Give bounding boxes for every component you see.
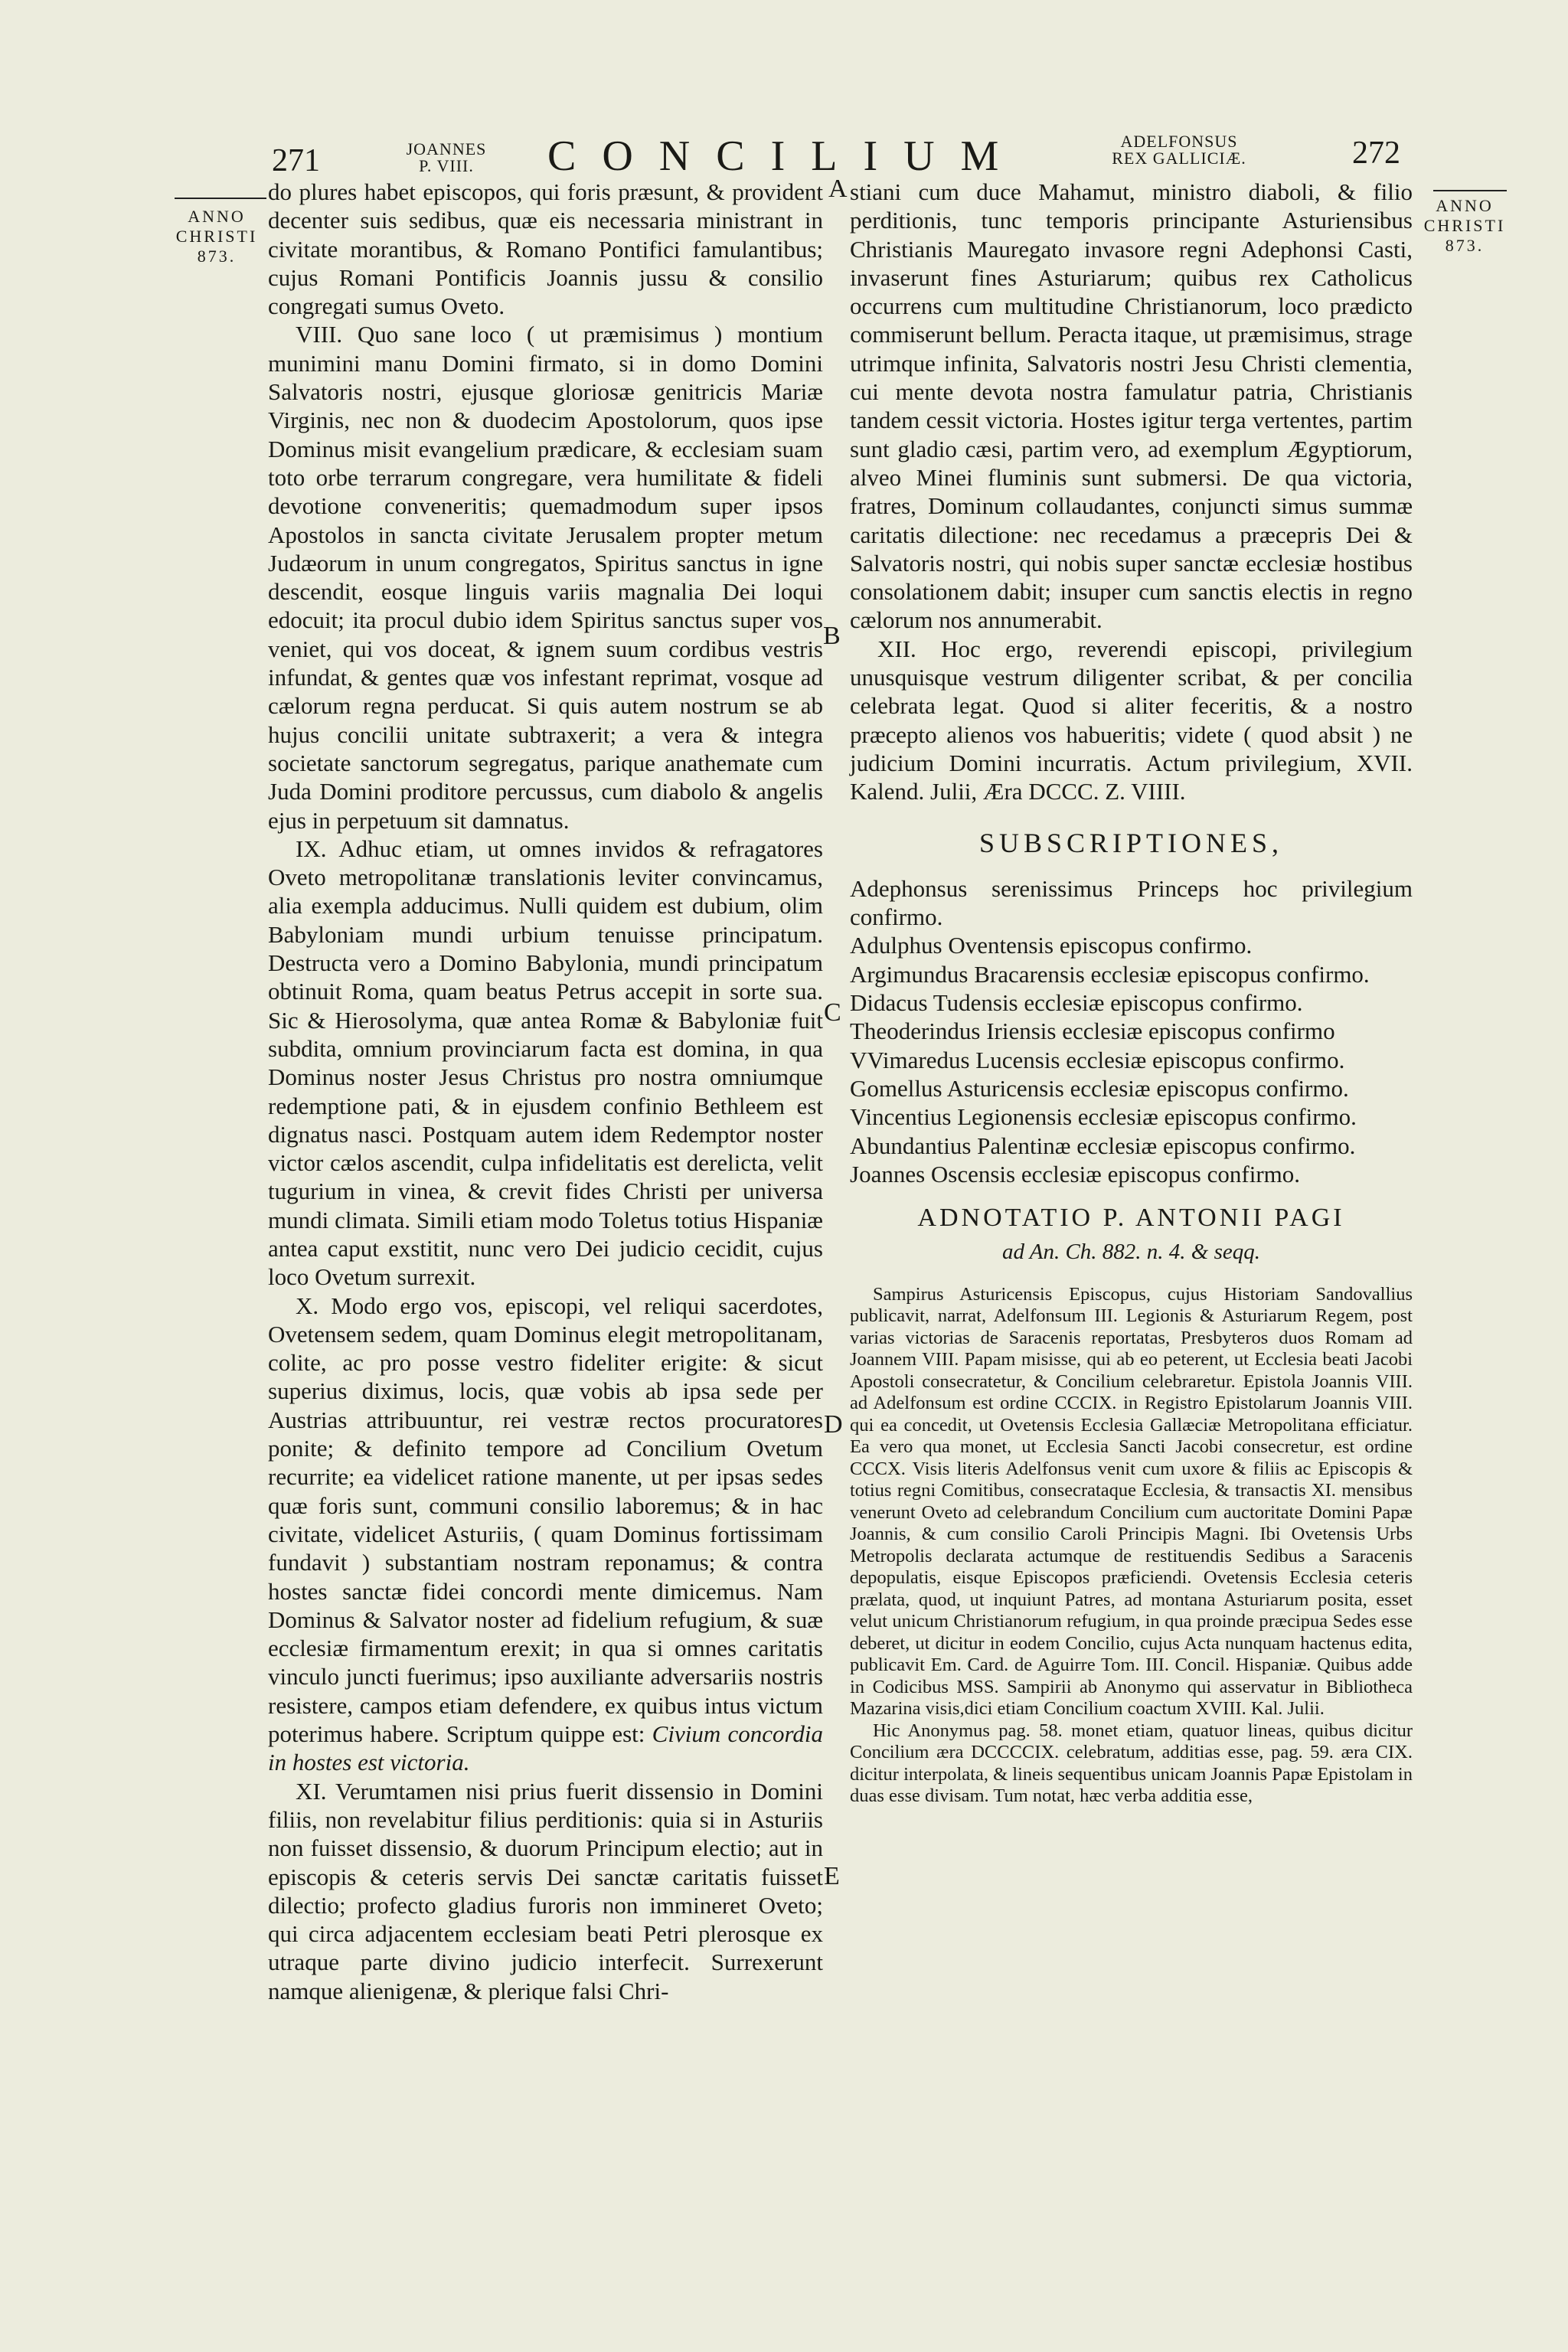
running-head-left [389, 141, 504, 175]
section-letter-e: E [824, 1862, 840, 1890]
running-head-right-bottom: REX GALLICIÆ. [1112, 149, 1246, 168]
signature-line: Adulphus Oventensis episcopus confirmo. [850, 932, 1253, 959]
subscriptions-heading: SUBSCRIPTIONES, [978, 827, 1284, 858]
paragraph-ix: IX. Adhuc etiam, ut omnes invidos & refragatores Oveto metropolitanæ translationis leviter convincamus, alia exempla adducimus. Nulli quidem est dubium, olim Babyloniam mundi urbium tenuisse principatum. Destructa vero a Domino Babylonia, mundi principatum obtinuit Roma, quam beatus Petrus accepit in sorte sua. Sic & Hierosolyma, quæ antea Romæ & Babyloniæ fuit subdita, omnium provinciarum facta est domina, in qua Dominus noster Jesus Christus pro nostra omniumque redemptione pati, & in ejusdem confinio Bethleem est dignatus nasci. Postquam autem idem Redemptor noster victor cælos ascendit, culpa infidelitatis est derelicta, velit tugurium in vinea, & crevit fides Christi per universa mundi climata. Simili etiam modo Toletus totius Hispaniæ antea caput exstitit, nunc vero Dei judicio cecidit, cujus loco Ovetum surrexit. [268, 835, 823, 1291]
running-head-left-top: JOANNES [406, 139, 487, 158]
margin-year-left [167, 207, 266, 266]
annotation-subheading: ad An. Ch. 882. n. 4. & seqq. [1002, 1240, 1260, 1265]
paragraph-x-text: X. Modo ergo vos, episcopi, vel reliqui sacerdotes, Ovetensem sedem, quam Dominus elegit metropolitanam, colite, ac pro posse vestro fideliter erigite: & sicut superius diximus, locis, quæ vobis ab ipsa sede per Austrias attribuuntur, rei vestræ rectos procuratores ponite; & definito tempore ad Concilium Ovetum recurrite; ea videlicet ratione manente, ut per ipsas sedes quæ foris sunt, communi consilio laboremus; & in hac civitate, videlicet Asturiis, ( quam Dominus fortissimam fundavit ) substantiam nostram reponamus; & contra hostes sanctæ fidei concordi mente dimicemus. Nam Dominus & Salvator noster ad fidelium refugium, & suæ ecclesiæ firmamentum erexit; in qua si omnes caritatis vinculo juncti fuerimus; ipso auxiliante adversariis nostris resistere, campos etiam defendere, ex quibus intus victum poterimus habere. Scriptum quippe est: [268, 1292, 823, 1748]
annotation-heading: ADNOTATIO P. ANTONII PAGI [917, 1204, 1345, 1233]
margin-anno-left: ANNO [188, 207, 246, 226]
signature-line: Theoderindus Iriensis ecclesiæ episcopus confirmo [850, 1018, 1335, 1045]
section-letter-a: A [828, 175, 848, 203]
margin-christi-left: CHRISTI [175, 227, 258, 246]
paragraph-continuation-right: stiani cum duce Mahamut, ministro diaboli, & filio perditionis, tunc temporis principante Asturiensibus Christianis Mauregato invasore regni Adephonsi Casti, invaserunt fines Asturiarum; quibus rex Catholicus occurrens cum multitudine Christianorum, loco prædicto commiserunt bellum. Peracta itaque, ut præmisimus, strage utrimque infinita, Salvatoris nostri Jesu Christi clementia, cui mente devota nostra famulatur patria, Christianis tandem cessit victoria. Hostes igitur terga vertentes, partim sunt gladio cæsi, partim vero, ad exemplum Ægyptiorum, alveo Minei fluminis sunt submersi. De qua victoria, fratres, Dominum collaudantes, conjuncti simus summæ caritatis dilectione: nec recedamus a præcepris Dei & Salvatoris nostri, qui nobis super sanctæ ecclesiæ hostibus consolationem dabit; insuper cum sanctis electis in regno cælorum nos annumerabit. [850, 178, 1413, 634]
paragraph-x-quote: Civium concordia in hostes est victoria. [268, 1720, 824, 1776]
margin-rule-left [175, 198, 266, 199]
page-number-right: 272 [1352, 136, 1400, 171]
paragraph-x [268, 1292, 823, 1777]
signature-line: Didacus Tudensis ecclesiæ episcopus confirmo. [850, 989, 1303, 1017]
signature-line: VVimaredus Lucensis ecclesiæ episcopus confirmo. [850, 1046, 1345, 1073]
signature-line: Adephonsus serenissimus Princeps hoc privilegium confirmo. [850, 874, 1413, 931]
running-head-right-top: ADELFONSUS [1120, 132, 1238, 151]
left-column [268, 178, 823, 2005]
paragraph-xi: XI. Verumtamen nisi prius fuerit dissensio in Domini filiis, non revelabitur filius perditionis: quia si in Asturiis non fuisset dissensio, & duorum Principum electio; aut in episcopis & ceteris servis Dei sanctæ caritatis fuisset dilectio; profecto gladius furoris non immineret Oveto; qui circa adjacentem ecclesiam beati Petri plerosque ex utraque parte divino judicio interfecit. Surrexerunt namque alienigenæ, & plerique falsi Chri- [268, 1777, 823, 2004]
paragraph-viii: VIII. Quo sane loco ( ut præmisimus ) montium munimini manu Domini firmato, si in domo Domini Salvatoris nostri, ejusque gloriosæ genitricis Mariæ Virginis, nec non & duodecim Apostolorum, quos ipse Dominus misit evangelium prædicare, & ecclesiam suam toto orbe terrarum congregare, vera humilitate & fideli devotione conveneritis; quemadmodum super ipsos Apostolos in sancta civitate Jerusalem propter metum Judæorum in unum congregatos, Spiritus sanctus in igne descendit, eosque linguis variis magnalia Dei loqui edocuit; ita procul dubio idem Spiritus sanctus super vos veniet, qui vos doceat, & ignem suum cordibus vestris infundat, & gentes quæ vos infestant reprimat, vosque ad cælorum regna perducat. Si quis autem nostrum se ab hujus concilii unitate subtraxerit; a vera & integra societate sanctorum segregatus, parique anathemate cum Juda Domini proditore percussus, cum diabolo & angelis ejus in perpetuum sit damnatus. [268, 321, 823, 834]
paragraph-xii: XII. Hoc ergo, reverendi episcopi, privilegium unusquisque vestrum diligenter scribat, & per concilia celebrata legat. Quod si aliter feceritis, & a nostro præcepto alienos vos habueritis; videte ( quod absit ) ne judicium Domini incurratis. Actum privilegium, XVII. Kalend. Julii, Æra DCCC. Z. VIIII. [850, 635, 1413, 805]
margin-rule-right [1433, 190, 1507, 191]
section-letter-d: D [824, 1410, 843, 1439]
signature-line: Vincentius Legionensis ecclesiæ episcopus confirmo. [850, 1103, 1357, 1131]
margin-christi-right: CHRISTI [1423, 216, 1506, 235]
margin-year-right [1415, 196, 1514, 256]
signature-line: Gomellus Asturicensis ecclesiæ episcopus confirmo. [850, 1074, 1349, 1102]
page-number-left: 271 [272, 143, 320, 178]
annotation-paragraph-2: Hic Anonymus pag. 58. monet etiam, quatuor lineas, quibus dicitur Concilium æra DCCCCIX. celebratum, additias esse, pag. 59. æra CIX. dicitur interpolata, & lineis sequentibus unicam Joannis Papæ Epistolam in duas esse divisam. Tum notat, hæc verba additia esse, [850, 1720, 1413, 1807]
signature-line: Argimundus Bracarensis ecclesiæ episcopus confirmo. [850, 960, 1370, 988]
signature-line: Abundantius Palentinæ ecclesiæ episcopus confirmo. [850, 1132, 1356, 1159]
annotation-paragraph-1: Sampirus Asturicensis Episcopus, cujus Historiam Sandovallius publicavit, narrat, Adelfonsum III. Legionis & Asturiarum Regem, post varias victorias de Saracenis reportatas, Presbyteros duos Romam ad Joannem VIII. Papam misisse, qui ab eo peterent, ut Ecclesia beati Jacobi Apostoli consecratetur, & Concilium celebraretur. Epistola Joannis VIII. ad Adelfonsum est ordine CCCIX. in Registro Epistolarum Joannis VIII. qui ea concedit, ut Ovetensis Ecclesia Gallæciæ Metropolitana efficiatur. Ea vero qua monet, ut Ecclesia Sancti Jacobi consecretur, est ordine CCCX. Visis literis Adelfonsus venit cum uxore & filiis ac Episcopis & totius regni Comitibus, consecrataque Ecclesia, & transactis XI. mensibus venerunt Oveto ad celebrandum Concilium cum auctoritate Domini Papæ Joannis, & cum consilio Caroli Principis Magni. Ibi Ovetensis Urbs Metropolis declarata actumque de restituendis Sedibus a Saracenis depopulatis, eisque Episcopos præficiendi. Ovetensis Ecclesia ceteris prælata, quod, ut inquiunt Patres, ad montana Asturiarum posita, esset velut unicum Christianorum refugium, in qua proinde præcipua Sedes esse deberet, ut dicitur in eodem Concilio, cujus Acta nunquam hactenus edita, publicavit Em. Card. de Aguirre Tom. III. Concil. Hispaniæ. Quibus adde in Codicibus MSS. Sampirii ab Anonymo qui asservatur in Bibliotheca Mazarina visis,dici etiam Concilium coactum XVIII. Kal. Julii. [850, 1283, 1413, 1720]
margin-year-right-value: 873. [1445, 236, 1485, 255]
paragraph-continuation: do plures habet episcopos, qui foris præsunt, & provident decenter suis sedibus, quæ eis necessaria ministrant in civitate morantibus, & Romano Pontifici famulantibus; cujus Romani Pontificis Joannis jussu & consilio congregati sumus Oveto. [268, 178, 823, 320]
page-title: CONCILIUM [547, 132, 1025, 180]
margin-year-left-value: 873. [197, 247, 237, 266]
section-letter-b: B [823, 622, 841, 650]
margin-anno-right: ANNO [1436, 196, 1494, 215]
section-letter-c: C [824, 998, 841, 1027]
annotation-body [850, 1284, 1413, 1808]
signature-line: Joannes Oscensis ecclesiæ episcopus confirmo. [850, 1160, 1301, 1187]
running-head-left-bottom: P. VIII. [419, 156, 474, 175]
right-column [850, 178, 1413, 1808]
running-head-right [1087, 133, 1271, 167]
